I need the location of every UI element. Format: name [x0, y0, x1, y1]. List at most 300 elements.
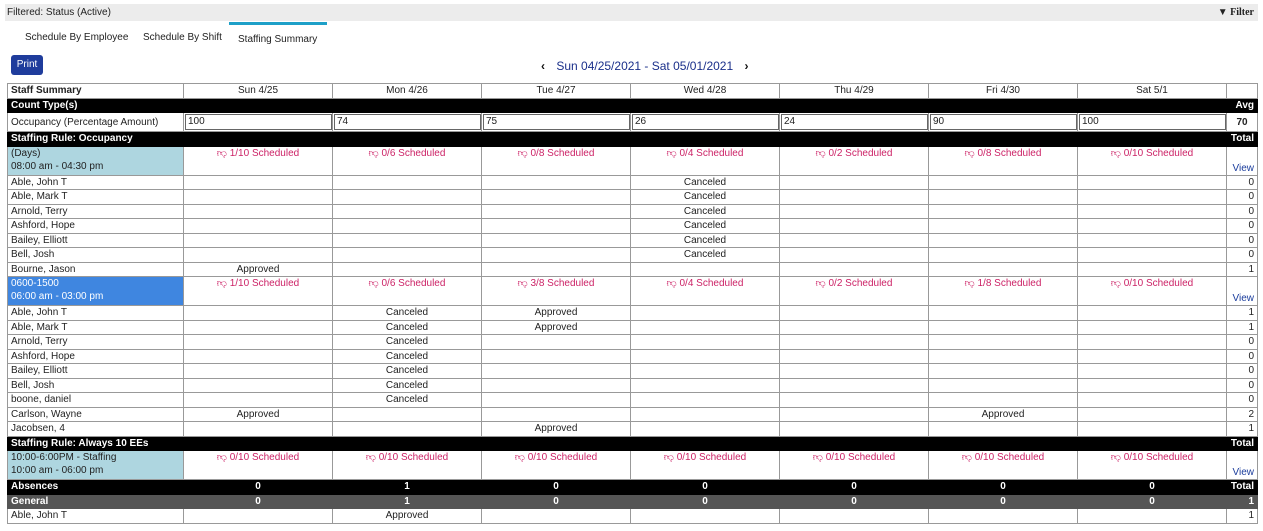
employee-name: Ashford, Hope — [8, 219, 184, 234]
status-cell — [482, 262, 631, 277]
table-row — [8, 422, 1258, 437]
thumbs-down-icon: 👎︎ — [216, 278, 227, 289]
scheduled-count: 0/10 Scheduled — [229, 452, 300, 463]
status-cell — [929, 233, 1078, 248]
status-cell — [482, 364, 631, 379]
occupancy-cell — [184, 113, 333, 132]
absences-label: Absences — [8, 480, 184, 495]
table-row — [8, 262, 1258, 277]
shift-name: 10:00-6:00PM - Staffing — [11, 452, 117, 463]
status-cell — [929, 364, 1078, 379]
status-cell — [780, 422, 929, 437]
status-cell: Approved — [184, 407, 333, 422]
status-cell — [184, 248, 333, 263]
status-cell — [184, 393, 333, 408]
status-cell — [780, 335, 929, 350]
scheduled-count: 0/10 Scheduled — [527, 452, 598, 463]
scheduled-count: 0/8 Scheduled — [977, 147, 1042, 159]
table-row — [8, 364, 1258, 379]
cell — [1078, 132, 1227, 147]
row-total: 0 — [1227, 248, 1258, 263]
count-types-label: Count Type(s) — [8, 98, 184, 113]
occupancy-input[interactable]: 100 — [1079, 114, 1226, 130]
shift-time: 10:00 am - 06:00 pm — [11, 465, 104, 476]
status-cell: Canceled — [631, 248, 780, 263]
occupancy-cell — [1078, 113, 1227, 132]
thumbs-down-icon: 👎︎ — [1110, 147, 1121, 159]
occupancy-input[interactable]: 75 — [483, 114, 630, 130]
scheduled-cell — [482, 146, 631, 175]
scheduled-cell — [333, 146, 482, 175]
scheduled-count: 0/2 Scheduled — [828, 147, 893, 159]
employee-name: Carlson, Wayne — [8, 407, 184, 422]
general-count: 0 — [631, 494, 780, 509]
thumbs-down-icon: 👎︎ — [365, 452, 376, 463]
thumbs-down-icon: 👎︎ — [517, 278, 528, 289]
absences-row — [8, 480, 1258, 495]
employee-name: Able, John T — [8, 175, 184, 190]
thumbs-down-icon: 👎︎ — [812, 452, 823, 463]
status-cell — [929, 262, 1078, 277]
occupancy-input[interactable]: 26 — [632, 114, 779, 130]
occupancy-cell — [929, 113, 1078, 132]
scheduled-cell — [184, 451, 333, 480]
cell — [184, 132, 333, 147]
employee-name: Able, Mark T — [8, 320, 184, 335]
thumbs-down-icon: 👎︎ — [663, 452, 674, 463]
status-cell — [482, 248, 631, 263]
scheduled-count: 0/8 Scheduled — [530, 147, 595, 159]
status-cell — [780, 190, 929, 205]
status-cell: Canceled — [333, 364, 482, 379]
tab-staffing-summary[interactable]: Staffing Summary — [229, 22, 327, 48]
row-total: 0 — [1227, 190, 1258, 205]
row-total: 1 — [1227, 422, 1258, 437]
status-cell: Canceled — [333, 335, 482, 350]
scheduled-count: 0/6 Scheduled — [381, 147, 446, 159]
scheduled-count: 0/4 Scheduled — [679, 147, 744, 159]
day-header: Wed 4/28 — [631, 84, 780, 99]
status-cell — [631, 393, 780, 408]
status-cell — [482, 233, 631, 248]
status-cell — [1078, 204, 1227, 219]
occupancy-input[interactable]: 90 — [930, 114, 1077, 130]
status-cell: Canceled — [631, 219, 780, 234]
status-cell — [780, 378, 929, 393]
employee-name: Able, Mark T — [8, 190, 184, 205]
status-cell — [333, 204, 482, 219]
status-cell — [482, 393, 631, 408]
status-cell — [1078, 175, 1227, 190]
status-cell — [1078, 509, 1227, 524]
status-cell: Approved — [184, 262, 333, 277]
table-row — [8, 509, 1258, 524]
avg-label: Avg — [1227, 98, 1258, 113]
status-cell — [929, 422, 1078, 437]
table-row — [8, 378, 1258, 393]
day-header: Sun 4/25 — [184, 84, 333, 99]
employee-name: Jacobsen, 4 — [8, 422, 184, 437]
scheduled-count: 0/10 Scheduled — [825, 452, 896, 463]
status-cell — [780, 233, 929, 248]
table-row — [8, 407, 1258, 422]
absence-count: 0 — [780, 480, 929, 495]
status-cell — [1078, 262, 1227, 277]
status-cell: Approved — [482, 320, 631, 335]
funnel-icon: ▼ — [1217, 7, 1228, 18]
status-cell — [184, 349, 333, 364]
print-button[interactable]: Print — [11, 55, 43, 75]
status-cell — [1078, 233, 1227, 248]
scheduled-cell — [631, 451, 780, 480]
row-total: 2 — [1227, 407, 1258, 422]
staff-summary-title: Staff Summary — [8, 84, 184, 99]
scheduled-count: 0/10 Scheduled — [676, 452, 747, 463]
shift-cell[interactable] — [8, 451, 184, 480]
thumbs-down-icon: 👎︎ — [815, 147, 826, 159]
thumbs-down-icon: 👎︎ — [216, 452, 227, 463]
view-link[interactable]: View — [1227, 146, 1258, 175]
status-cell — [482, 349, 631, 364]
scheduled-cell — [780, 451, 929, 480]
general-label: General — [8, 494, 184, 509]
status-cell — [482, 378, 631, 393]
scheduled-cell — [1078, 146, 1227, 175]
status-cell — [333, 248, 482, 263]
cell — [780, 436, 929, 451]
employee-name: Arnold, Terry — [8, 335, 184, 350]
general-row — [8, 494, 1258, 509]
occupancy-row — [8, 113, 1258, 132]
status-cell — [780, 306, 929, 321]
table-row — [8, 233, 1258, 248]
shift-row — [8, 451, 1258, 480]
status-cell — [929, 320, 1078, 335]
occupancy-input[interactable]: 74 — [334, 114, 481, 130]
shift-row — [8, 277, 1258, 306]
status-cell — [184, 190, 333, 205]
thumbs-down-icon: 👎︎ — [517, 147, 528, 159]
tab-schedule-by-shift[interactable]: Schedule By Shift — [143, 32, 222, 43]
status-cell — [333, 175, 482, 190]
day-header: Fri 4/30 — [929, 84, 1078, 99]
thumbs-down-icon: 👎︎ — [666, 278, 677, 289]
cell — [929, 132, 1078, 147]
status-cell — [333, 219, 482, 234]
cell — [1078, 436, 1227, 451]
cell — [929, 436, 1078, 451]
thumbs-down-icon: 👎︎ — [961, 452, 972, 463]
employee-name: boone, daniel — [8, 393, 184, 408]
view-link[interactable]: View — [1227, 451, 1258, 480]
row-total: 1 — [1227, 509, 1258, 524]
employee-name: Able, John T — [8, 509, 184, 524]
occupancy-label: Occupancy (Percentage Amount) — [8, 113, 184, 132]
thumbs-down-icon: 👎︎ — [666, 147, 677, 159]
status-cell — [780, 248, 929, 263]
row-total: 1 — [1227, 320, 1258, 335]
employee-name: Bailey, Elliott — [8, 233, 184, 248]
general-count: 0 — [482, 494, 631, 509]
status-cell — [333, 407, 482, 422]
cell — [333, 132, 482, 147]
status-cell — [482, 190, 631, 205]
status-cell — [780, 262, 929, 277]
scheduled-count: 0/10 Scheduled — [1123, 278, 1194, 289]
scheduled-cell — [929, 146, 1078, 175]
cell — [482, 436, 631, 451]
day-header: Thu 4/29 — [780, 84, 929, 99]
general-count: 0 — [929, 494, 1078, 509]
thumbs-down-icon: 👎︎ — [368, 147, 379, 159]
row-total: 0 — [1227, 335, 1258, 350]
occupancy-cell — [780, 113, 929, 132]
status-cell — [333, 262, 482, 277]
status-cell — [184, 175, 333, 190]
status-cell — [1078, 364, 1227, 379]
employee-name: Arnold, Terry — [8, 204, 184, 219]
general-count: 0 — [780, 494, 929, 509]
employee-name: Bailey, Elliott — [8, 364, 184, 379]
table-row — [8, 175, 1258, 190]
cell — [631, 132, 780, 147]
status-cell — [631, 509, 780, 524]
scheduled-count: 0/10 Scheduled — [1123, 147, 1194, 159]
scheduled-count: 0/4 Scheduled — [679, 278, 744, 289]
cell — [631, 436, 780, 451]
staffing-summary-grid — [7, 83, 1258, 524]
cell — [780, 98, 929, 113]
occupancy-cell — [631, 113, 780, 132]
row-total: 0 — [1227, 219, 1258, 234]
occupancy-input[interactable]: 100 — [185, 114, 332, 130]
status-cell: Canceled — [631, 175, 780, 190]
thumbs-down-icon: 👎︎ — [815, 278, 826, 289]
scheduled-count: 0/10 Scheduled — [1123, 452, 1194, 463]
status-cell — [631, 262, 780, 277]
status-cell — [780, 219, 929, 234]
scheduled-cell — [780, 146, 929, 175]
chevron-left-icon[interactable]: ‹ — [541, 59, 545, 73]
table-row — [8, 349, 1258, 364]
status-cell — [184, 204, 333, 219]
thumbs-down-icon: 👎︎ — [368, 278, 379, 289]
thumbs-down-icon: 👎︎ — [964, 147, 975, 159]
scheduled-count: 0/10 Scheduled — [378, 452, 449, 463]
staffing-rule-label: Staffing Rule: Occupancy — [8, 132, 184, 147]
status-cell — [929, 509, 1078, 524]
total-label: Total — [1227, 480, 1258, 495]
status-cell: Canceled — [333, 393, 482, 408]
status-cell — [780, 320, 929, 335]
cell — [333, 98, 482, 113]
absence-count: 0 — [929, 480, 1078, 495]
status-cell — [184, 320, 333, 335]
absence-count: 1 — [333, 480, 482, 495]
filter-button[interactable] — [1218, 4, 1254, 21]
table-row — [8, 248, 1258, 263]
status-cell — [482, 335, 631, 350]
status-cell — [333, 233, 482, 248]
row-total: 0 — [1227, 175, 1258, 190]
scheduled-count: 1/10 Scheduled — [229, 147, 300, 159]
tab-schedule-by-employee[interactable]: Schedule By Employee — [25, 32, 129, 43]
scheduled-count: 0/6 Scheduled — [381, 278, 446, 289]
table-row — [8, 204, 1258, 219]
general-count: 0 — [184, 494, 333, 509]
status-cell: Canceled — [631, 190, 780, 205]
header-row — [8, 84, 1258, 99]
status-cell — [929, 248, 1078, 263]
cell — [780, 132, 929, 147]
status-cell — [780, 175, 929, 190]
day-header: Tue 4/27 — [482, 84, 631, 99]
status-cell — [780, 349, 929, 364]
date-range-label: Sun 04/25/2021 - Sat 05/01/2021 — [556, 59, 734, 73]
status-cell — [482, 219, 631, 234]
status-cell — [631, 335, 780, 350]
status-cell — [929, 204, 1078, 219]
filter-bar — [5, 4, 1258, 21]
status-cell: Canceled — [333, 349, 482, 364]
status-cell — [482, 407, 631, 422]
occupancy-input[interactable]: 24 — [781, 114, 928, 130]
absence-count: 0 — [184, 480, 333, 495]
scheduled-count: 1/8 Scheduled — [977, 278, 1042, 289]
scheduled-count: 1/10 Scheduled — [229, 278, 300, 289]
status-cell — [631, 349, 780, 364]
occupancy-avg: 70 — [1227, 113, 1258, 132]
scheduled-cell — [631, 277, 780, 306]
employee-name: Bourne, Jason — [8, 262, 184, 277]
table-row — [8, 335, 1258, 350]
status-cell — [1078, 407, 1227, 422]
employee-name: Bell, Josh — [8, 378, 184, 393]
status-cell — [1078, 190, 1227, 205]
scheduled-count: 0/10 Scheduled — [974, 452, 1045, 463]
status-cell — [184, 364, 333, 379]
scheduled-cell — [929, 451, 1078, 480]
status-cell — [1078, 320, 1227, 335]
row-total: 0 — [1227, 349, 1258, 364]
status-cell — [929, 393, 1078, 408]
row-total: 1 — [1227, 306, 1258, 321]
status-cell — [631, 364, 780, 379]
status-cell: Approved — [929, 407, 1078, 422]
header-spacer — [1227, 84, 1258, 99]
cell — [482, 132, 631, 147]
thumbs-down-icon: 👎︎ — [514, 452, 525, 463]
filter-status-text: Filtered: Status (Active) — [7, 7, 111, 18]
status-cell — [929, 190, 1078, 205]
status-cell — [780, 407, 929, 422]
scheduled-cell — [482, 277, 631, 306]
employee-name: Bell, Josh — [8, 248, 184, 263]
status-cell — [1078, 306, 1227, 321]
status-cell — [631, 320, 780, 335]
employee-name: Able, John T — [8, 306, 184, 321]
status-cell — [780, 364, 929, 379]
status-cell — [631, 407, 780, 422]
day-header: Mon 4/26 — [333, 84, 482, 99]
status-cell: Approved — [482, 422, 631, 437]
status-cell — [1078, 393, 1227, 408]
row-total: 0 — [1227, 233, 1258, 248]
status-cell — [631, 378, 780, 393]
filter-label: Filter — [1230, 7, 1254, 18]
status-cell — [1078, 248, 1227, 263]
view-link[interactable]: View — [1227, 277, 1258, 306]
status-cell — [929, 175, 1078, 190]
shift-cell[interactable] — [8, 146, 184, 175]
status-cell — [1078, 219, 1227, 234]
shift-cell[interactable] — [8, 277, 184, 306]
scheduled-cell — [333, 277, 482, 306]
absence-count: 0 — [482, 480, 631, 495]
scheduled-count: 3/8 Scheduled — [530, 278, 595, 289]
total-label: Total — [1227, 436, 1258, 451]
table-row — [8, 219, 1258, 234]
status-cell: Canceled — [333, 320, 482, 335]
general-count: 0 — [1078, 494, 1227, 509]
scheduled-cell — [631, 146, 780, 175]
scheduled-cell — [1078, 451, 1227, 480]
status-cell — [184, 378, 333, 393]
staffing-rule-row — [8, 132, 1258, 147]
thumbs-down-icon: 👎︎ — [1110, 278, 1121, 289]
status-cell — [780, 204, 929, 219]
row-total: 0 — [1227, 378, 1258, 393]
status-cell — [482, 204, 631, 219]
status-cell — [780, 509, 929, 524]
scheduled-cell — [333, 451, 482, 480]
scheduled-cell — [184, 277, 333, 306]
status-cell: Canceled — [333, 306, 482, 321]
status-cell: Approved — [482, 306, 631, 321]
scheduled-count: 0/2 Scheduled — [828, 278, 893, 289]
status-cell — [1078, 349, 1227, 364]
cell — [482, 98, 631, 113]
date-navigator — [537, 59, 753, 73]
shift-name: (Days) — [11, 147, 41, 159]
chevron-right-icon[interactable]: › — [744, 59, 749, 73]
status-cell — [929, 349, 1078, 364]
general-total: 1 — [1227, 494, 1258, 509]
occupancy-cell — [482, 113, 631, 132]
table-row — [8, 393, 1258, 408]
occupancy-cell — [333, 113, 482, 132]
table-row — [8, 190, 1258, 205]
status-cell — [1078, 422, 1227, 437]
cell — [333, 436, 482, 451]
table-row — [8, 306, 1258, 321]
shift-time: 06:00 am - 03:00 pm — [11, 291, 104, 302]
status-cell — [929, 378, 1078, 393]
staffing-rule-row — [8, 436, 1258, 451]
row-total: 0 — [1227, 393, 1258, 408]
status-cell — [333, 422, 482, 437]
scheduled-cell — [929, 277, 1078, 306]
status-cell: Approved — [333, 509, 482, 524]
status-cell: Canceled — [631, 233, 780, 248]
status-cell — [184, 219, 333, 234]
staffing-rule-label: Staffing Rule: Always 10 EEs — [8, 436, 184, 451]
scheduled-cell — [184, 146, 333, 175]
status-cell — [482, 509, 631, 524]
status-cell: Canceled — [631, 204, 780, 219]
status-cell — [184, 306, 333, 321]
cell — [184, 436, 333, 451]
